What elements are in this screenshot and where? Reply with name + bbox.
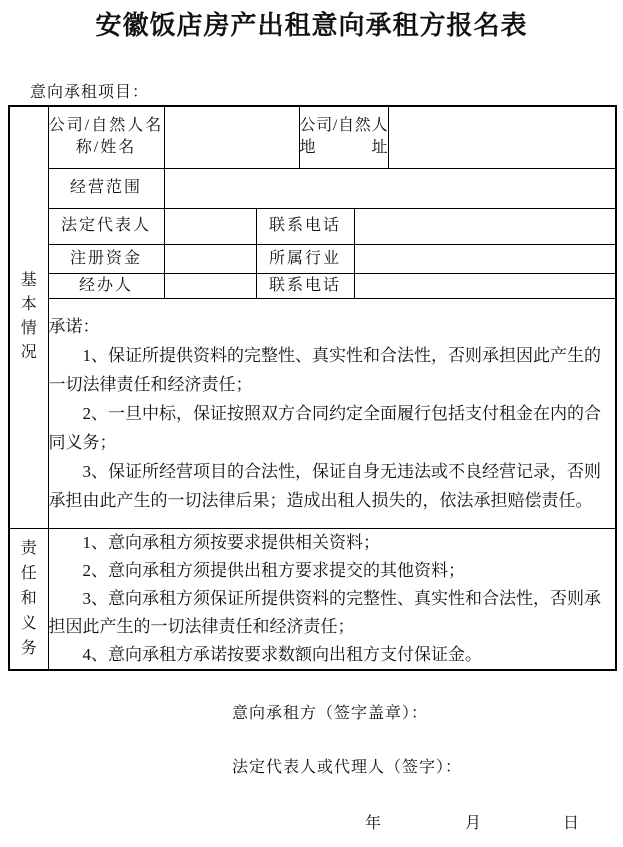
promise-item: 1、保证所提供资料的完整性、真实性和合法性，否则承担因此产生的一切法律责任和经济责任； — [48, 345, 601, 394]
tenant-signature-label: 意向承租方（签字盖章）： — [232, 705, 429, 722]
duties-item: 1、意向承租方须按要求提供相关资料； — [82, 532, 380, 552]
project-label: 意向承租项目： — [30, 84, 150, 101]
promise-heading: 承诺： — [48, 316, 100, 336]
company-name-field[interactable] — [164, 106, 299, 168]
duties-item: 2、意向承租方须提供出租方要求提交的其他资料； — [82, 560, 465, 580]
duties-item: 4、意向承租方承诺按要求数额向出租方支付保证金。 — [82, 644, 482, 664]
handler-phone-field[interactable] — [354, 273, 616, 298]
industry-field[interactable] — [354, 244, 616, 273]
legal-rep-phone-label: 联系电话 — [256, 208, 354, 244]
promise-section — [48, 298, 616, 528]
year-label: 年 — [365, 815, 382, 832]
registered-capital-label: 注册资金 — [48, 244, 164, 273]
handler-label: 经办人 — [48, 273, 164, 298]
month-label: 月 — [465, 815, 482, 832]
promise-item: 3、保证所经营项目的合法性，保证自身无违法或不良经营记录，否则承担由此产生的一切法律后果；造成出租人损失的，依法承担赔偿责任。 — [48, 461, 601, 510]
day-label: 日 — [563, 815, 580, 832]
legal-rep-signature-label: 法定代表人或代理人（签字）： — [232, 759, 463, 776]
application-form-table — [8, 105, 617, 671]
promise-item: 2、一旦中标，保证按照双方合同约定全面履行包括支付租金在内的合同义务； — [48, 403, 601, 452]
duties-section — [48, 528, 616, 670]
business-scope-field[interactable] — [164, 168, 616, 208]
duties-side-label: 责任和义务 — [9, 528, 48, 670]
industry-label: 所属行业 — [256, 244, 354, 273]
registered-capital-field[interactable] — [164, 244, 256, 273]
company-address-field[interactable] — [388, 106, 616, 168]
page-title: 安徽饭店房产出租意向承租方报名表 — [95, 10, 528, 40]
legal-rep-phone-field[interactable] — [354, 208, 616, 244]
duties-item: 3、意向承租方须保证所提供资料的完整性、真实性和合法性，否则承担因此产生的一切法律责任和经济责任； — [48, 588, 601, 636]
company-name-label: 公司/自然人名称/姓名 — [48, 106, 164, 168]
legal-representative-field[interactable] — [164, 208, 256, 244]
legal-representative-label: 法定代表人 — [48, 208, 164, 244]
basic-info-side-label: 基本情况 — [9, 106, 48, 528]
company-address-label: 公司/自然人地址 — [299, 106, 388, 168]
handler-phone-label: 联系电话 — [256, 273, 354, 298]
business-scope-label: 经营范围 — [48, 168, 164, 208]
handler-field[interactable] — [164, 273, 256, 298]
